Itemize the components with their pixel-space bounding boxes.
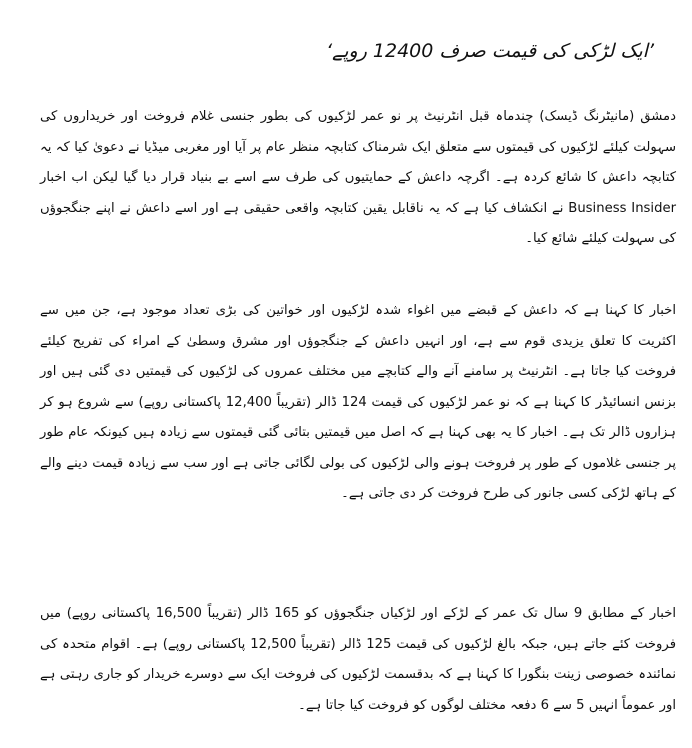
article-title: ’ایک لڑکی کی قیمت صرف 12400 روپے‘ <box>326 40 654 62</box>
article-paragraph: اخبار کے مطابق 9 سال تک عمر کے لڑکے اور لڑکیاں جنگجوؤں کو 165 ڈالر (تقریباً 16,500 پاکستانی روپے) میں فروخت کئے جاتے ہیں، جبکہ بالغ لڑکیوں کی قیمت 125 ڈالر (تقریباً 12,500 پاکستانی روپے) ہے۔ اقوام متحدہ کی نمائندہ خصوصی زینت بنگورا کا کہنا ہے کہ بدقسمت لڑکیوں کی فروخت ایک سے دوسرے خریدار کو جاری رہتی ہے اور عموماً انہیں 5 سے 6 دفعہ مختلف لوگوں کو فروخت کیا جاتا ہے۔ <box>40 606 677 713</box>
article-paragraph: اخبار کا کہنا ہے کہ داعش کے قبضے میں اغواء شدہ لڑکیوں اور خواتین کی بڑی تعداد موجود ہے، جن میں سے اکثریت کا تعلق یزیدی قوم سے ہے، اور انہیں داعش کے جنگجوؤں اور مشرق وسطیٰ کے امراء کی تفریح کیلئے فروخت کیا جاتا ہے۔ انٹرنیٹ پر سامنے آنے والے کتابچے میں مختلف عمروں کی لڑکیوں کی قیمتیں دی گئی ہیں اور بزنس انسائیڈر کا کہنا ہے کہ نو عمر لڑکیوں کی قیمت 124 ڈالر (تقریباً 12,400 پاکستانی روپے) سے شروع ہو کر ہزاروں ڈالر تک ہے۔ اخبار کا یہ بھی کہنا ہے کہ اصل میں قیمتیں بتائی گئی قیمتوں سے زیادہ ہیں کیونکہ عام طور پر جنسی غلاموں کے طور پر فروخت ہونے والی لڑکیوں کی بولی لگائی جاتی ہے اور سب سے زیادہ قیمت دینے والے کے ہاتھ لڑکی کسی جانور کی طرح فروخت کر دی جاتی ہے۔ <box>40 303 676 501</box>
article-paragraph: دمشق (مانیٹرنگ ڈیسک) چندماہ قبل انٹرنیٹ پر نو عمر لڑکیوں کی بطور جنسی غلام فروخت اور خریداروں کی سہولت کیلئے لڑکیوں کی قیمتوں سے متعلق ایک شرمناک کتابچہ منظر عام پر آیا اور مغربی میڈیا نے دعویٰ کیا کہ یہ کتابچہ داعش کا شائع کردہ ہے۔ اگرچہ داعش کے حمایتیوں کی طرف سے اسے بے بنیاد قرار دیا گیا لیکن اب اخبار Business Insider نے انکشاف کیا ہے کہ یہ ناقابل یقین کتابچہ واقعی حقیقی ہے اور اسے داعش نے اپنے جنگجوؤں کی سہولت کیلئے شائع کیا۔ <box>40 109 676 246</box>
article <box>40 34 677 713</box>
